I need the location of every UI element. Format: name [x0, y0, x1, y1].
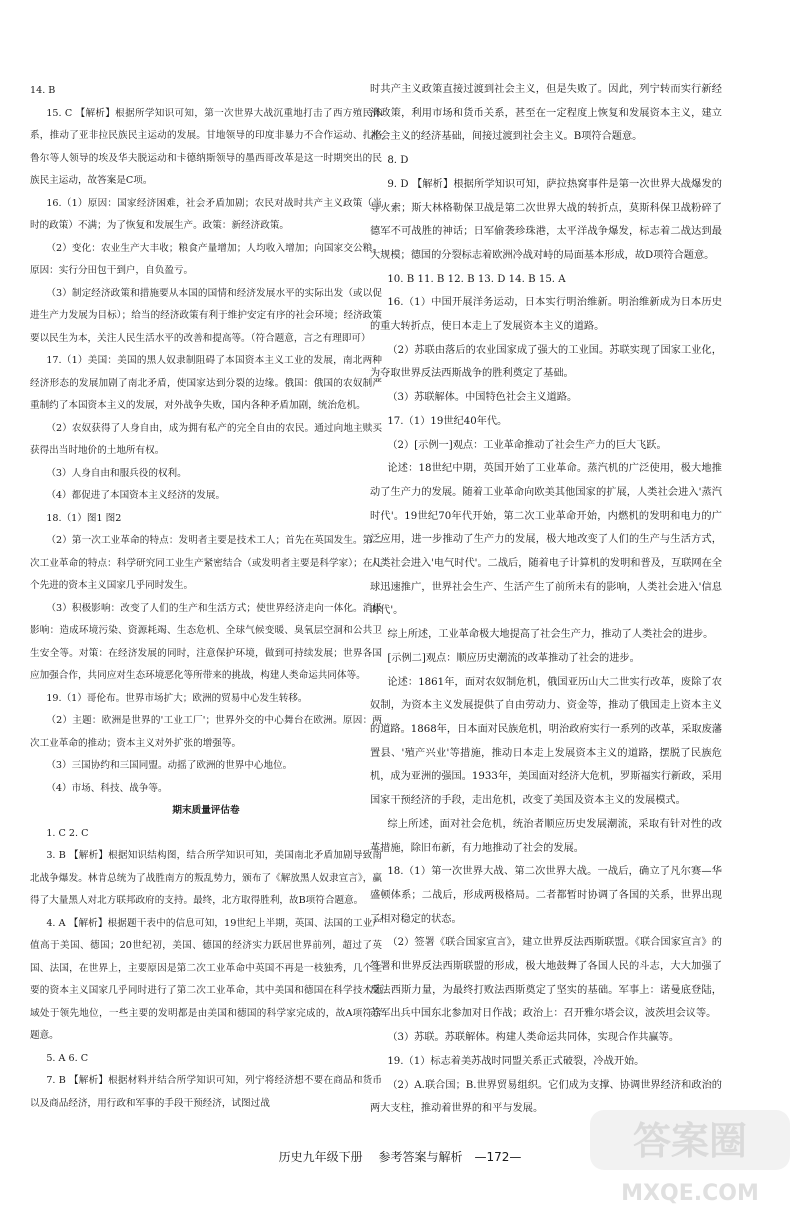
answer-paragraph: 3. B 【解析】根据知识结构图，结合所学知识可知，美国南北矛盾加剧导致南北战争爆发。林肯总统为了战胜南方的叛乱势力，颁布了《解放黑人奴隶宣言》，赢得了大量黑人对北方联邦政府的支持。最终，北方取得胜利，故B项符合题意。	[30, 850, 382, 906]
answer-paragraph: 7. B 【解析】根据材料并结合所学知识可知，列宁将经济想不要在商品和货币以及商品经济，用行政和军事的手段干预经济，试图过战	[30, 1075, 382, 1109]
answer-paragraph: 论述：18世纪中期，英国开始了工业革命。蒸汽机的广泛使用，极大地推动了生产力的发展。随着工业革命向欧美其他国家的扩展，人类社会进入'蒸汽时代'。19世纪70年代开始，第二次工业革命开始，内燃机的发明和电力的广泛应用，进一步推动了生产力的发展，极大地改变了人们的生产与生活方式，人类社会进入'电气时代'。二战后，随着电子计算机的发明和普及，互联网在全球迅速推广，世界社会生产、生活产生了前所未有的影响，人类社会进入'信息时代'。	[370, 463, 722, 617]
answer-paragraph: （4）都促进了本国资本主义经济的发展。	[46, 490, 226, 501]
answer-paragraph: 4. A 【解析】根据题干表中的信息可知，19世纪上半期，英国、法国的工业产值高于美国、德国；20世纪初，美国、德国的经济实力跃居世界前列，超过了英国、法国，在世界上，主要原因是第二次工业革命中英国不再是一枝独秀，几个主要的资本主义国家几乎同时进行了第二次工业革命，其中美国和德国在科学技术领域处于领先地位，一些主要的发明都是由美国和德国的科学家完成的，故A项符合题意。	[30, 917, 382, 1041]
answer-paragraph: 14. B	[30, 85, 56, 96]
answer-paragraph: （2）变化：农业生产大丰收；粮食产量增加；人均收入增加；向国家交公粮。原因：实行分田包干到户，自负盈亏。	[30, 242, 382, 276]
footer-section: 参考答案与解析	[378, 1150, 463, 1164]
watermark-text-en: MXQE.COM	[621, 1181, 759, 1206]
answer-paragraph: 19.（1）哥伦布。世界市场扩大；欧洲的贸易中心发生转移。	[46, 692, 308, 704]
answer-paragraph: 8. D	[387, 155, 409, 167]
answer-paragraph: （2）主题：欧洲是世界的'工业工厂'；世界外交的中心舞台在欧洲。原因：两次工业革命的推动；资本主义对外扩张的增强等。	[30, 715, 382, 749]
answer-paragraph: 综上所述，面对社会危机，统治者顺应历史发展潮流，采取有针对性的改革措施，除旧布新，有力地推动了社会的发展。	[370, 818, 722, 854]
answer-paragraph: 1. C 2. C	[46, 827, 89, 839]
answer-paragraph: （3）苏联。苏联解体。构建人类命运共同体，实现合作共赢等。	[387, 1032, 680, 1044]
answer-paragraph: 17.（1）19世纪40年代。	[387, 415, 508, 427]
answer-paragraph: （2）第一次工业革命的特点：发明者主要是技术工人；首先在英国发生。第二次工业革命的特点：科学研究同工业生产紧密结合（或发明者主要是科学家）；在几个先进的资本主义国家几乎同时发生。	[30, 535, 382, 591]
watermark-logo	[590, 1110, 790, 1210]
section-title: 期末质量评估卷	[172, 805, 240, 816]
answer-paragraph: 10. B 11. B 12. B 13. D 14. B 15. A	[387, 273, 566, 285]
answer-paragraph: 时共产主义政策直接过渡到社会主义，但是失败了。因此，列宁转而实行新经济政策，利用市场和货币关系，甚至在一定程度上恢复和发展资本主义，建立社会主义的经济基础，间接过渡到社会主义。B项符合题意。	[370, 84, 722, 143]
answer-paragraph: （4）市场、科技、战争等。	[46, 782, 168, 794]
watermark-text-cn: 答案圈	[632, 1119, 748, 1163]
footer-page-number: —172—	[474, 1150, 522, 1164]
answer-paragraph: [示例二]观点：顺应历史潮流的改革推动了社会的进步。	[387, 652, 640, 664]
answer-paragraph: 5. A 6. C	[46, 1052, 89, 1064]
answer-paragraph: 19.（1）标志着美苏战时同盟关系正式破裂，冷战开始。	[387, 1055, 645, 1067]
answer-paragraph: （3）人身自由和服兵役的权利。	[46, 467, 187, 479]
answer-paragraph: 9. D 【解析】根据所学知识可知，萨拉热窝事件是第一次世界大战爆发的导火索；斯大林格勒保卫战是第二次世界大战的转折点，莫斯科保卫战粉碎了德军不可战胜的神话；日军偷袭珍珠港，太平洋战争爆发，标志着二战达到最大规模；德国的分裂标志着欧洲冷战对峙的局面基本形成，故D项符合题意。	[370, 178, 722, 261]
right-column	[370, 78, 722, 1121]
answer-paragraph: （2）A.联合国；B.世界贸易组织。它们成为支撑、协调世界经济和政治的两大支柱，推动着世界的和平与发展。	[370, 1079, 722, 1115]
answer-paragraph: （2）苏联由落后的农业国家成了强大的工业国。苏联实现了国家工业化，为夺取世界反法西斯战争的胜利奠定了基础。	[370, 344, 722, 380]
answer-paragraph: 18.（1）第一次世界大战、第二次世界大战。一战后，确立了凡尔赛—华盛顿体系；二战后，形成两极格局。二者都暂时协调了各国的关系，世界出现了相对稳定的状态。	[370, 866, 722, 925]
answer-paragraph: 15. C 【解析】根据所学知识可知，第一次世界大战沉重地打击了西方殖民体系，推动了亚非拉民族民主运动的发展。甘地领导的印度非暴力不合作运动、扎格鲁尔等人领导的埃及华夫脱运动和卡德纳斯领导的墨西哥改革是这一时期突出的民族民主运动，故答案是C项。	[30, 107, 382, 186]
answer-paragraph: 16.（1）中国开展洋务运动，日本实行明治维新。明治维新成为日本历史的重大转折点，使日本走上了发展资本主义的道路。	[370, 297, 722, 333]
answer-paragraph: 论述：1861年，面对农奴制危机，俄国亚历山大二世实行改革，废除了农奴制，为资本主义发展提供了自由劳动力、资金等，推动了俄国走上资本主义的道路。1868年，日本面对民族危机，明治政府实行一系列的改革，采取废藩置县、'殖产兴业'等措施，推动日本走上发展资本主义的道路，摆脱了民族危机，成为亚洲的强国。1933年，美国面对经济大危机，罗斯福实行新政，采用国家干预经济的手段，走出危机，改变了美国及资本主义的发展模式。	[370, 676, 722, 807]
answer-paragraph: （3）制定经济政策和措施要从本国的国情和经济发展水平的实际出发（或以促进生产力发展为目标）；给当的经济政策有利于维护安定有序的社会环境；经济政策要以民生为本，关注人民生活水平的改善和提高等。（符合题意，言之有理即可）	[30, 287, 382, 344]
answer-paragraph: 综上所述，工业革命极大地提高了社会生产力，推动了人类社会的进步。	[387, 629, 714, 641]
answer-paragraph: （3）苏联解体。中国特色社会主义道路。	[387, 392, 578, 404]
answer-paragraph: 16.（1）原因：国家经济困难，社会矛盾加剧；农民对战时共产主义政策（当时的政策）不满；为了恢复和发展生产。政策：新经济政策。	[30, 197, 382, 231]
footer-book: 历史九年级下册	[278, 1150, 363, 1164]
answer-paragraph: （2）[示例一]观点：工业革命推动了社会生产力的巨大飞跃。	[387, 439, 667, 451]
left-column	[30, 80, 382, 1115]
answer-paragraph: （3）积极影响：改变了人们的生产和生活方式；使世界经济走向一体化。消极影响：造成环境污染、资源耗竭、生态危机、全球气候变暖、臭氧层空洞和公共卫生安全等。对策：在经济发展的同时，注意保护环境，做到可持续发展；世界各国应加强合作，共同应对生态环境恶化等所带来的挑战，构建人类命运共同体等。	[30, 602, 382, 681]
answer-paragraph: （2）农奴获得了人身自由，成为拥有私产的完全自由的农民。通过向地主赎买获得出当时地价的土地所有权。	[30, 422, 382, 456]
answer-paragraph: （3）三国协约和三国同盟。动摇了欧洲的世界中心地位。	[46, 760, 293, 771]
answer-paragraph: 17.（1）美国：美国的黑人奴隶制阻碍了本国资本主义工业的发展，南北两种经济形态的发展加剧了南北矛盾，使国家达到分裂的边缘。俄国：俄国的农奴制严重制约了本国资本主义的发展，对外战争失败，国内各种矛盾加剧，统治危机。	[30, 355, 382, 411]
answer-paragraph: 18.（1）图1 图2	[46, 512, 122, 524]
answer-paragraph: （2）签署《联合国家宣言》，建立世界反法西斯联盟。《联合国家宣言》的签署和世界反法西斯联盟的形成，极大地鼓舞了各国人民的斗志，大大加强了反法西斯力量，为最终打败法西斯奠定了坚实的基础。军事上：诺曼底登陆，苏军出兵中国东北参加对日作战；政治上：召开雅尔塔会议，波茨坦会议等。	[370, 937, 722, 1020]
